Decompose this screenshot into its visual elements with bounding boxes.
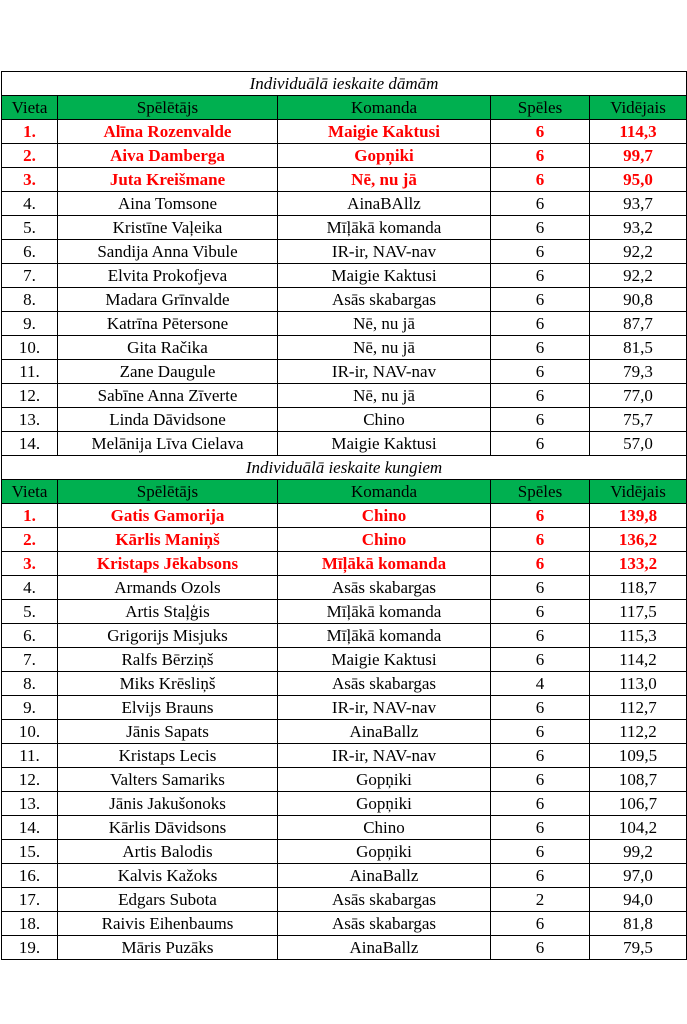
column-header: Vieta [2, 96, 58, 120]
team-cell: IR-ir, NAV-nav [278, 240, 491, 264]
place-cell: 16. [2, 864, 58, 888]
table-row [2, 432, 687, 456]
team-cell: Gopņiki [278, 768, 491, 792]
player-cell: Jānis Sapats [58, 720, 278, 744]
place-cell: 14. [2, 816, 58, 840]
average-cell: 81,5 [590, 336, 687, 360]
place-cell: 19. [2, 936, 58, 960]
place-cell: 9. [2, 696, 58, 720]
team-cell: Nē, nu jā [278, 336, 491, 360]
place-cell: 2. [2, 528, 58, 552]
team-cell: Chino [278, 504, 491, 528]
table-row [2, 840, 687, 864]
average-cell: 87,7 [590, 312, 687, 336]
table-row [2, 192, 687, 216]
games-cell: 6 [491, 336, 590, 360]
table-row [2, 360, 687, 384]
place-cell: 7. [2, 648, 58, 672]
player-cell: Katrīna Pētersone [58, 312, 278, 336]
games-cell: 6 [491, 600, 590, 624]
column-header: Spēlētājs [58, 480, 278, 504]
games-cell: 6 [491, 624, 590, 648]
place-cell: 11. [2, 360, 58, 384]
table-row [2, 144, 687, 168]
average-cell: 77,0 [590, 384, 687, 408]
place-cell: 5. [2, 216, 58, 240]
games-cell: 6 [491, 792, 590, 816]
team-cell: Nē, nu jā [278, 384, 491, 408]
team-cell: IR-ir, NAV-nav [278, 360, 491, 384]
table-row [2, 240, 687, 264]
place-cell: 12. [2, 384, 58, 408]
average-cell: 90,8 [590, 288, 687, 312]
games-cell: 6 [491, 840, 590, 864]
games-cell: 6 [491, 504, 590, 528]
table-row [2, 216, 687, 240]
player-cell: Valters Samariks [58, 768, 278, 792]
player-cell: Edgars Subota [58, 888, 278, 912]
team-cell: AinaBallz [278, 936, 491, 960]
place-cell: 1. [2, 120, 58, 144]
team-cell: Chino [278, 408, 491, 432]
games-cell: 6 [491, 576, 590, 600]
games-cell: 6 [491, 192, 590, 216]
average-cell: 92,2 [590, 240, 687, 264]
games-cell: 2 [491, 888, 590, 912]
player-cell: Sabīne Anna Zīverte [58, 384, 278, 408]
place-cell: 11. [2, 744, 58, 768]
table-row [2, 912, 687, 936]
average-cell: 112,7 [590, 696, 687, 720]
section-title: Individuālā ieskaite kungiem [2, 456, 687, 480]
average-cell: 94,0 [590, 888, 687, 912]
average-cell: 118,7 [590, 576, 687, 600]
average-cell: 113,0 [590, 672, 687, 696]
player-cell: Kristīne Vaļeika [58, 216, 278, 240]
player-cell: Elvita Prokofjeva [58, 264, 278, 288]
place-cell: 10. [2, 720, 58, 744]
games-cell: 6 [491, 720, 590, 744]
games-cell: 6 [491, 528, 590, 552]
average-cell: 93,2 [590, 216, 687, 240]
table-row [2, 720, 687, 744]
games-cell: 6 [491, 816, 590, 840]
games-cell: 6 [491, 696, 590, 720]
player-cell: Kristaps Jēkabsons [58, 552, 278, 576]
average-cell: 109,5 [590, 744, 687, 768]
table-row [2, 744, 687, 768]
column-header: Spēles [491, 480, 590, 504]
games-cell: 6 [491, 936, 590, 960]
average-cell: 133,2 [590, 552, 687, 576]
place-cell: 13. [2, 792, 58, 816]
player-cell: Miks Krēsliņš [58, 672, 278, 696]
team-cell: Mīļākā komanda [278, 552, 491, 576]
team-cell: AinaBallz [278, 864, 491, 888]
place-cell: 13. [2, 408, 58, 432]
team-cell: Chino [278, 816, 491, 840]
player-cell: Artis Staļģis [58, 600, 278, 624]
average-cell: 99,2 [590, 840, 687, 864]
table-row [2, 792, 687, 816]
place-cell: 18. [2, 912, 58, 936]
games-cell: 4 [491, 672, 590, 696]
place-cell: 4. [2, 192, 58, 216]
player-cell: Aina Tomsone [58, 192, 278, 216]
average-cell: 95,0 [590, 168, 687, 192]
table-row [2, 288, 687, 312]
player-cell: Melānija Līva Cielava [58, 432, 278, 456]
player-cell: Sandija Anna Vibule [58, 240, 278, 264]
table-row [2, 504, 687, 528]
table-row [2, 600, 687, 624]
section-title: Individuālā ieskaite dāmām [2, 72, 687, 96]
team-cell: AinaBallz [278, 720, 491, 744]
games-cell: 6 [491, 432, 590, 456]
average-cell: 92,2 [590, 264, 687, 288]
player-cell: Ralfs Bērziņš [58, 648, 278, 672]
games-cell: 6 [491, 288, 590, 312]
player-cell: Gita Račika [58, 336, 278, 360]
column-header: Vidējais [590, 96, 687, 120]
place-cell: 2. [2, 144, 58, 168]
team-cell: Maigie Kaktusi [278, 648, 491, 672]
games-cell: 6 [491, 864, 590, 888]
games-cell: 6 [491, 768, 590, 792]
team-cell: Asās skabargas [278, 672, 491, 696]
column-header-row [2, 96, 687, 120]
table-row [2, 816, 687, 840]
team-cell: Asās skabargas [278, 576, 491, 600]
place-cell: 4. [2, 576, 58, 600]
average-cell: 114,3 [590, 120, 687, 144]
column-header-row [2, 480, 687, 504]
average-cell: 139,8 [590, 504, 687, 528]
table-row [2, 336, 687, 360]
table-row [2, 120, 687, 144]
place-cell: 7. [2, 264, 58, 288]
table-row [2, 624, 687, 648]
average-cell: 108,7 [590, 768, 687, 792]
games-cell: 6 [491, 384, 590, 408]
table-row [2, 888, 687, 912]
games-cell: 6 [491, 264, 590, 288]
place-cell: 10. [2, 336, 58, 360]
team-cell: Gopņiki [278, 792, 491, 816]
games-cell: 6 [491, 648, 590, 672]
section-title-row [2, 72, 687, 96]
games-cell: 6 [491, 216, 590, 240]
player-cell: Elvijs Brauns [58, 696, 278, 720]
team-cell: Maigie Kaktusi [278, 264, 491, 288]
column-header: Komanda [278, 480, 491, 504]
average-cell: 112,2 [590, 720, 687, 744]
team-cell: Mīļākā komanda [278, 600, 491, 624]
place-cell: 3. [2, 168, 58, 192]
average-cell: 104,2 [590, 816, 687, 840]
games-cell: 6 [491, 312, 590, 336]
team-cell: Maigie Kaktusi [278, 432, 491, 456]
standings-table [1, 71, 687, 960]
average-cell: 81,8 [590, 912, 687, 936]
column-header: Komanda [278, 96, 491, 120]
place-cell: 8. [2, 672, 58, 696]
team-cell: Gopņiki [278, 144, 491, 168]
table-row [2, 384, 687, 408]
table-row [2, 768, 687, 792]
average-cell: 57,0 [590, 432, 687, 456]
team-cell: Asās skabargas [278, 912, 491, 936]
team-cell: Gopņiki [278, 840, 491, 864]
section-title-row [2, 456, 687, 480]
player-cell: Madara Grīnvalde [58, 288, 278, 312]
place-cell: 9. [2, 312, 58, 336]
player-cell: Māris Puzāks [58, 936, 278, 960]
table-row [2, 264, 687, 288]
games-cell: 6 [491, 120, 590, 144]
table-row [2, 696, 687, 720]
average-cell: 79,3 [590, 360, 687, 384]
games-cell: 6 [491, 240, 590, 264]
games-cell: 6 [491, 912, 590, 936]
place-cell: 15. [2, 840, 58, 864]
table-row [2, 864, 687, 888]
column-header: Vieta [2, 480, 58, 504]
games-cell: 6 [491, 360, 590, 384]
games-cell: 6 [491, 552, 590, 576]
column-header: Spēlētājs [58, 96, 278, 120]
player-cell: Zane Daugule [58, 360, 278, 384]
table-row [2, 168, 687, 192]
column-header: Vidējais [590, 480, 687, 504]
table-row [2, 672, 687, 696]
table-row [2, 552, 687, 576]
team-cell: Chino [278, 528, 491, 552]
player-cell: Kārlis Dāvidsons [58, 816, 278, 840]
player-cell: Kalvis Kažoks [58, 864, 278, 888]
player-cell: Armands Ozols [58, 576, 278, 600]
average-cell: 136,2 [590, 528, 687, 552]
team-cell: Mīļākā komanda [278, 624, 491, 648]
team-cell: IR-ir, NAV-nav [278, 744, 491, 768]
average-cell: 93,7 [590, 192, 687, 216]
column-header: Spēles [491, 96, 590, 120]
team-cell: Asās skabargas [278, 288, 491, 312]
team-cell: Mīļākā komanda [278, 216, 491, 240]
standings-table-body [2, 72, 687, 960]
team-cell: Nē, nu jā [278, 168, 491, 192]
team-cell: IR-ir, NAV-nav [278, 696, 491, 720]
team-cell: Maigie Kaktusi [278, 120, 491, 144]
player-cell: Grigorijs Misjuks [58, 624, 278, 648]
player-cell: Gatis Gamorija [58, 504, 278, 528]
table-row [2, 936, 687, 960]
place-cell: 1. [2, 504, 58, 528]
average-cell: 99,7 [590, 144, 687, 168]
player-cell: Jānis Jakušonoks [58, 792, 278, 816]
place-cell: 12. [2, 768, 58, 792]
average-cell: 75,7 [590, 408, 687, 432]
average-cell: 115,3 [590, 624, 687, 648]
place-cell: 6. [2, 624, 58, 648]
average-cell: 97,0 [590, 864, 687, 888]
games-cell: 6 [491, 168, 590, 192]
average-cell: 106,7 [590, 792, 687, 816]
table-row [2, 576, 687, 600]
player-cell: Kārlis Maniņš [58, 528, 278, 552]
table-row [2, 312, 687, 336]
player-cell: Raivis Eihenbaums [58, 912, 278, 936]
games-cell: 6 [491, 744, 590, 768]
table-row [2, 408, 687, 432]
player-cell: Linda Dāvidsone [58, 408, 278, 432]
games-cell: 6 [491, 408, 590, 432]
place-cell: 17. [2, 888, 58, 912]
place-cell: 3. [2, 552, 58, 576]
player-cell: Kristaps Lecis [58, 744, 278, 768]
team-cell: Nē, nu jā [278, 312, 491, 336]
table-row [2, 528, 687, 552]
team-cell: Asās skabargas [278, 888, 491, 912]
player-cell: Aiva Damberga [58, 144, 278, 168]
average-cell: 114,2 [590, 648, 687, 672]
average-cell: 117,5 [590, 600, 687, 624]
player-cell: Artis Balodis [58, 840, 278, 864]
player-cell: Juta Kreišmane [58, 168, 278, 192]
team-cell: AinaBAllz [278, 192, 491, 216]
table-row [2, 648, 687, 672]
place-cell: 14. [2, 432, 58, 456]
games-cell: 6 [491, 144, 590, 168]
player-cell: Alīna Rozenvalde [58, 120, 278, 144]
place-cell: 5. [2, 600, 58, 624]
average-cell: 79,5 [590, 936, 687, 960]
place-cell: 8. [2, 288, 58, 312]
place-cell: 6. [2, 240, 58, 264]
